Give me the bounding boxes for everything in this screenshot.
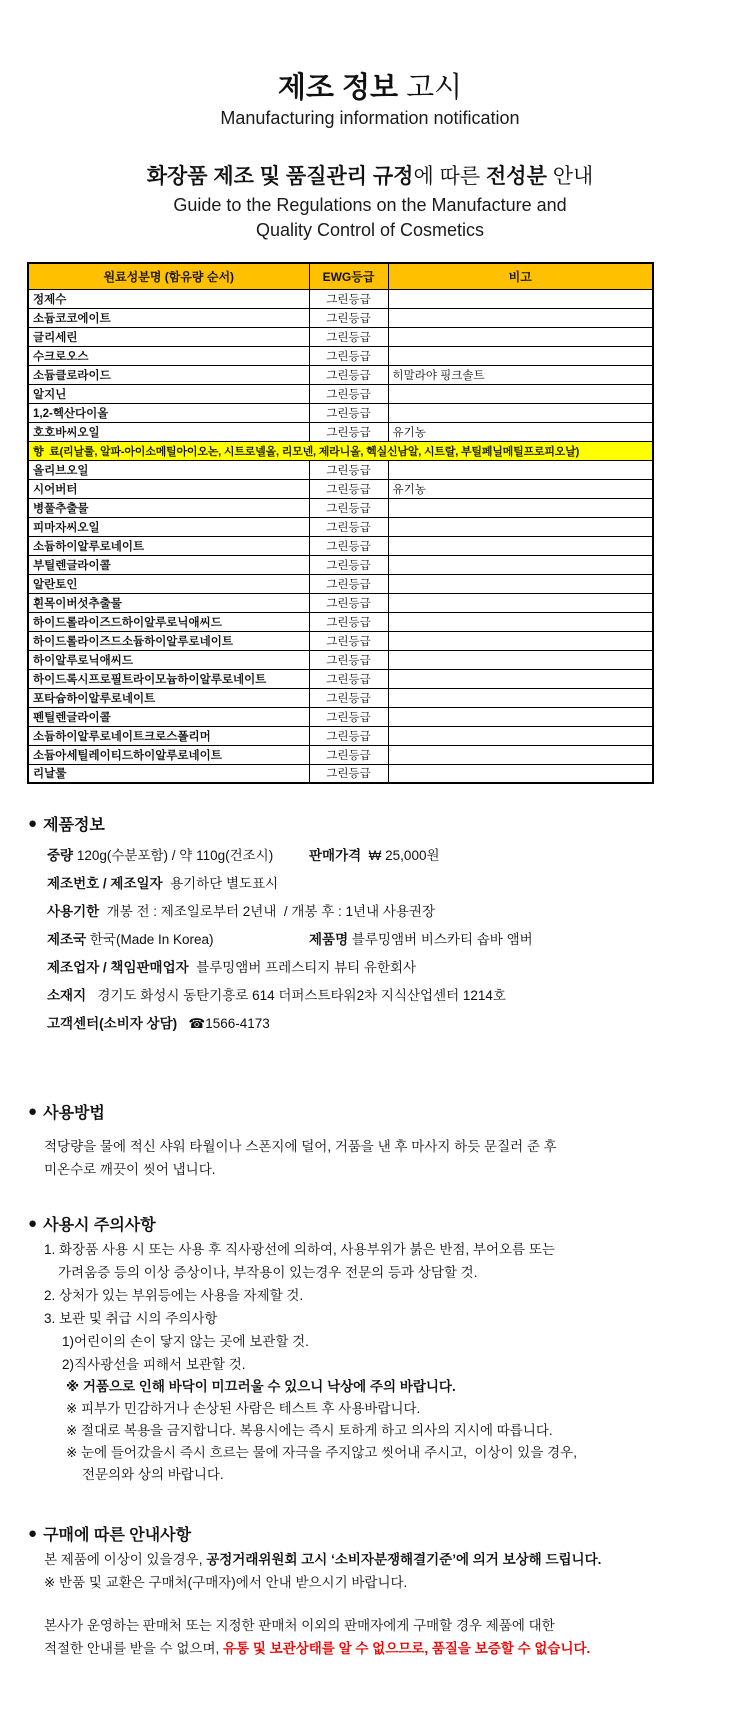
origin-label: 제조국 <box>47 932 87 947</box>
purchase-line4-warning: 유통 및 보관상태를 알 수 없으므로, 품질을 보증할 수 없습니다. <box>223 1641 591 1656</box>
ewg-grade-cell: 그린등급 <box>309 593 388 612</box>
ewg-grade-cell: 그린등급 <box>309 574 388 593</box>
ingredient-name-cell: 하이드롤라이즈드소듐하이알루로네이트 <box>28 631 309 650</box>
page-subtitle-english <box>0 193 740 243</box>
ingredient-name-cell: 소듐코코에이트 <box>28 308 309 327</box>
ewg-grade-cell: 그린등급 <box>309 669 388 688</box>
page-subtitle <box>0 164 740 190</box>
note-cell <box>388 612 653 631</box>
note-cell <box>388 764 653 783</box>
page-title-regular: 고시 <box>398 72 463 104</box>
table-row <box>28 479 653 498</box>
ewg-grade-cell: 그린등급 <box>309 536 388 555</box>
address-value: 경기도 화성시 동탄기흥로 614 더퍼스트타워2차 지식산업센터 1214호 <box>86 988 506 1003</box>
ingredients-table-head <box>28 263 653 289</box>
lot-label: 제조번호 / 제조일자 <box>47 876 163 891</box>
subtitle-end: 안내 <box>546 165 594 188</box>
lot-value: 용기하단 별도표시 <box>162 876 279 891</box>
bullet-icon: ● <box>28 1103 38 1120</box>
expiry-value: 개봉 전 : 제조일로부터 2년내 / 개봉 후 : 1년내 사용권장 <box>99 904 436 919</box>
table-row <box>28 517 653 536</box>
usage-title-label: 사용방법 <box>43 1105 105 1122</box>
table-row <box>28 745 653 764</box>
section-usage <box>28 1100 718 1181</box>
caution-note-eyes-line1: ※ 눈에 들어갔을시 즉시 흐르는 물에 자극을 주지않고 씻어내 주시고, 이상이 있을 경우, <box>66 1445 577 1460</box>
table-row <box>28 460 653 479</box>
table-row <box>28 346 653 365</box>
caution-item-3-sub2: 2)직사광선을 피해서 보관할 것. <box>62 1357 246 1372</box>
usage-line2: 미온수로 깨끗이 씻어 냅니다. <box>44 1162 216 1177</box>
note-cell <box>388 707 653 726</box>
product-info-title-label: 제품정보 <box>43 817 105 834</box>
ingredient-name-cell: 시어버터 <box>28 479 309 498</box>
customer-service-value: ☎1566-4173 <box>177 1016 270 1031</box>
note-cell <box>388 688 653 707</box>
usage-line1: 적당량을 물에 적신 샤워 타월이나 스폰지에 덜어, 거품을 낸 후 마사지 하듯 문질러 준 후 <box>44 1139 557 1154</box>
purchase-compensation-line <box>44 1551 718 1568</box>
address-label: 소재지 <box>47 988 87 1003</box>
table-row <box>28 707 653 726</box>
note-cell <box>388 536 653 555</box>
section-product-info <box>28 812 718 1031</box>
note-cell <box>388 327 653 346</box>
col-header-ewg-grade: EWG등급 <box>309 263 388 289</box>
note-cell <box>388 669 653 688</box>
ingredient-name-cell: 하이드록시프로필트라이모늄하이알루로네이트 <box>28 669 309 688</box>
lot-line <box>47 876 718 891</box>
table-row <box>28 764 653 783</box>
expiry-line <box>47 904 718 919</box>
ingredients-table <box>27 262 654 784</box>
note-cell <box>388 403 653 422</box>
weight-price-line <box>47 848 718 863</box>
ewg-grade-cell: 그린등급 <box>309 498 388 517</box>
section-purchase-guidance <box>28 1522 718 1657</box>
table-row <box>28 669 653 688</box>
weight-label: 중량 <box>47 848 74 863</box>
bullet-icon: ● <box>28 1525 38 1542</box>
page-title-english: Manufacturing information notification <box>220 108 520 128</box>
note-cell <box>388 289 653 308</box>
ingredient-name-cell: 흰목이버섯추출물 <box>28 593 309 612</box>
table-row <box>28 536 653 555</box>
caution-note-sensitive-skin: ※ 피부가 민감하거나 손상된 사람은 테스트 후 사용바랍니다. <box>66 1401 421 1416</box>
caution-item-1-line2: 가려움증 등의 이상 증상이나, 부작용이 있는경우 전문의 등과 상담할 것. <box>58 1265 478 1280</box>
ingredient-name-cell: 소듐클로라이드 <box>28 365 309 384</box>
table-row <box>28 612 653 631</box>
note-cell <box>388 460 653 479</box>
ingredient-name-cell: 소듐하이알루로네이트크로스폴리머 <box>28 726 309 745</box>
ewg-grade-cell: 그린등급 <box>309 517 388 536</box>
ingredient-rows-bottom <box>28 460 653 783</box>
note-cell <box>388 726 653 745</box>
note-cell <box>388 574 653 593</box>
note-cell: 히말라야 핑크솔트 <box>388 365 653 384</box>
product-info-title <box>28 812 718 835</box>
fragrance-detail: (리날룰, 알파-아이소메틸아이오논, 시트로넬올, 리모넨, 제라니올, 헥실신남알, 시트랄, 부틸페닐메틸프로피오날) <box>59 445 580 458</box>
table-row <box>28 327 653 346</box>
ewg-grade-cell: 그린등급 <box>309 403 388 422</box>
ewg-grade-cell: 그린등급 <box>309 327 388 346</box>
ewg-grade-cell: 그린등급 <box>309 460 388 479</box>
ingredient-name-cell: 펜틸렌글라이콜 <box>28 707 309 726</box>
note-cell <box>388 346 653 365</box>
ingredient-name-cell: 정제수 <box>28 289 309 308</box>
note-cell <box>388 745 653 764</box>
manufacturer-line <box>47 960 718 975</box>
fragrance-cell <box>28 441 653 460</box>
product-name-value: 블루밍앰버 비스카티 솝바 앰버 <box>348 932 533 947</box>
bullet-icon: ● <box>28 815 38 832</box>
ewg-grade-cell: 그린등급 <box>309 631 388 650</box>
ewg-grade-cell: 그린등급 <box>309 555 388 574</box>
note-cell <box>388 517 653 536</box>
table-row <box>28 650 653 669</box>
caution-item-1-line1: 1. 화장품 사용 시 또는 사용 후 직사광선에 의하여, 사용부위가 붉은 반점, 부어오름 또는 <box>44 1242 555 1257</box>
note-cell: 유기농 <box>388 479 653 498</box>
table-row <box>28 631 653 650</box>
cautions-title-label: 사용시 주의사항 <box>43 1217 156 1234</box>
fragrance-label: 향 료 <box>33 445 60 458</box>
ewg-grade-cell: 그린등급 <box>309 308 388 327</box>
weight-value: 120g(수분포함) / 약 110g(건조시) <box>73 848 274 863</box>
note-cell <box>388 555 653 574</box>
customer-service-line <box>47 1016 718 1031</box>
ingredient-name-cell: 소듐하이알루로네이트 <box>28 536 309 555</box>
table-row <box>28 593 653 612</box>
ingredient-name-cell: 병풀추출물 <box>28 498 309 517</box>
ewg-grade-cell: 그린등급 <box>309 707 388 726</box>
ingredient-name-cell: 리날룰 <box>28 764 309 783</box>
ingredient-rows-top <box>28 289 653 441</box>
purchase-return-line: ※ 반품 및 교환은 구매처(구매자)에서 안내 받으시기 바랍니다. <box>44 1575 408 1590</box>
ingredient-name-cell: 수크로오스 <box>28 346 309 365</box>
page-header <box>0 0 740 243</box>
col-header-ingredient: 원료성분명 (함유량 순서) <box>28 263 309 289</box>
purchase-unauthorized-line2 <box>44 1640 718 1657</box>
origin-value: 한국(Made In Korea) <box>86 932 214 947</box>
ewg-grade-cell: 그린등급 <box>309 650 388 669</box>
customer-service-label: 고객센터(소비자 상담) <box>47 1016 178 1031</box>
ewg-grade-cell: 그린등급 <box>309 764 388 783</box>
table-row <box>28 403 653 422</box>
manufacturer-value: 블루밍앰버 프레스티지 뷰티 유한회사 <box>188 960 417 975</box>
fragrance-row <box>28 441 653 460</box>
caution-note-slip: ※ 거품으로 인해 바닥이 미끄러울 수 있으니 낙상에 주의 바랍니다. <box>66 1379 456 1394</box>
caution-item-2: 2. 상처가 있는 부위등에는 사용을 자제할 것. <box>44 1288 304 1303</box>
product-name-label: 제품명 <box>309 932 349 947</box>
ingredient-name-cell: 하이알루로닉애씨드 <box>28 650 309 669</box>
subtitle-english-line1: Guide to the Regulations on the Manufacture and <box>173 195 567 215</box>
caution-note-no-ingest: ※ 절대로 복용을 금지합니다. 복용시에는 즉시 토하게 하고 의사의 지시에 따릅니다. <box>66 1423 553 1438</box>
ingredient-name-cell: 올리브오일 <box>28 460 309 479</box>
purchase-title-label: 구매에 따른 안내사항 <box>43 1527 192 1544</box>
table-row <box>28 688 653 707</box>
table-row <box>28 422 653 441</box>
ingredient-name-cell: 소듐아세틸레이티드하이알루로네이트 <box>28 745 309 764</box>
ewg-grade-cell: 그린등급 <box>309 688 388 707</box>
note-cell <box>388 384 653 403</box>
page-title <box>0 72 740 104</box>
ingredient-name-cell: 부틸렌글라이콜 <box>28 555 309 574</box>
ingredient-name-cell: 글리세린 <box>28 327 309 346</box>
table-row <box>28 384 653 403</box>
table-row <box>28 498 653 517</box>
ingredient-name-cell: 1,2-헥산다이올 <box>28 403 309 422</box>
caution-item-3-sub1: 1)어린이의 손이 닿지 않는 곳에 보관할 것. <box>62 1334 309 1349</box>
purchase-line1-regular: 본 제품에 이상이 있을경우, <box>44 1552 207 1567</box>
ingredient-name-cell: 알란토인 <box>28 574 309 593</box>
note-cell <box>388 631 653 650</box>
ewg-grade-cell: 그린등급 <box>309 365 388 384</box>
ewg-grade-cell: 그린등급 <box>309 726 388 745</box>
note-cell <box>388 593 653 612</box>
subtitle-bold-1: 화장품 제조 및 품질관리 규정 <box>146 165 414 188</box>
ewg-grade-cell: 그린등급 <box>309 612 388 631</box>
table-row <box>28 555 653 574</box>
note-cell <box>388 650 653 669</box>
ewg-grade-cell: 그린등급 <box>309 422 388 441</box>
note-cell <box>388 308 653 327</box>
page-title-bold: 제조 정보 <box>277 72 399 104</box>
subtitle-bold-2: 전성분 <box>486 165 547 188</box>
subtitle-mid: 에 따른 <box>413 165 487 188</box>
bullet-icon: ● <box>28 1215 38 1232</box>
ingredient-name-cell: 알지닌 <box>28 384 309 403</box>
ewg-grade-cell: 그린등급 <box>309 384 388 403</box>
ingredient-name-cell: 호호바씨오일 <box>28 422 309 441</box>
price-value: ₩ 25,000원 <box>361 848 440 863</box>
address-line <box>47 988 718 1003</box>
ingredient-name-cell: 포타슘하이알루로네이트 <box>28 688 309 707</box>
caution-note-eyes-line2: 전문의와 상의 바랍니다. <box>82 1467 224 1482</box>
subtitle-english-line2: Quality Control of Cosmetics <box>255 220 485 240</box>
ingredient-name-cell: 피마자씨오일 <box>28 517 309 536</box>
table-row <box>28 365 653 384</box>
col-header-note: 비고 <box>388 263 653 289</box>
origin-product-line <box>47 932 718 947</box>
ewg-grade-cell: 그린등급 <box>309 346 388 365</box>
price-label: 판매가격 <box>309 848 362 863</box>
table-row <box>28 574 653 593</box>
table-row <box>28 289 653 308</box>
table-row <box>28 726 653 745</box>
ewg-grade-cell: 그린등급 <box>309 479 388 498</box>
purchase-title <box>28 1522 718 1545</box>
purchase-unauthorized-line1: 본사가 운영하는 판매처 또는 지정한 판매처 이외의 판매자에게 구매할 경우 제품에 대한 <box>44 1618 555 1633</box>
table-row <box>28 308 653 327</box>
caution-item-3: 3. 보관 및 취급 시의 주의사항 <box>44 1311 218 1326</box>
ewg-grade-cell: 그린등급 <box>309 745 388 764</box>
expiry-label: 사용기한 <box>47 904 100 919</box>
section-cautions <box>28 1212 718 1483</box>
header-row <box>28 263 653 289</box>
purchase-line1-bold: 공정거래위원회 고시 ‘소비자분쟁해결기준’에 의거 보상해 드립니다. <box>206 1552 602 1567</box>
manufacturer-label: 제조업자 / 책임판매업자 <box>47 960 189 975</box>
usage-body <box>44 1135 718 1181</box>
usage-title <box>28 1100 718 1123</box>
cautions-title <box>28 1212 718 1235</box>
ingredient-name-cell: 하이드롤라이즈드하이알루로닉애씨드 <box>28 612 309 631</box>
purchase-line4-regular: 적절한 안내를 받을 수 없으며, <box>44 1641 223 1656</box>
note-cell <box>388 498 653 517</box>
note-cell: 유기농 <box>388 422 653 441</box>
ewg-grade-cell: 그린등급 <box>309 289 388 308</box>
fragrance-section <box>28 441 653 460</box>
